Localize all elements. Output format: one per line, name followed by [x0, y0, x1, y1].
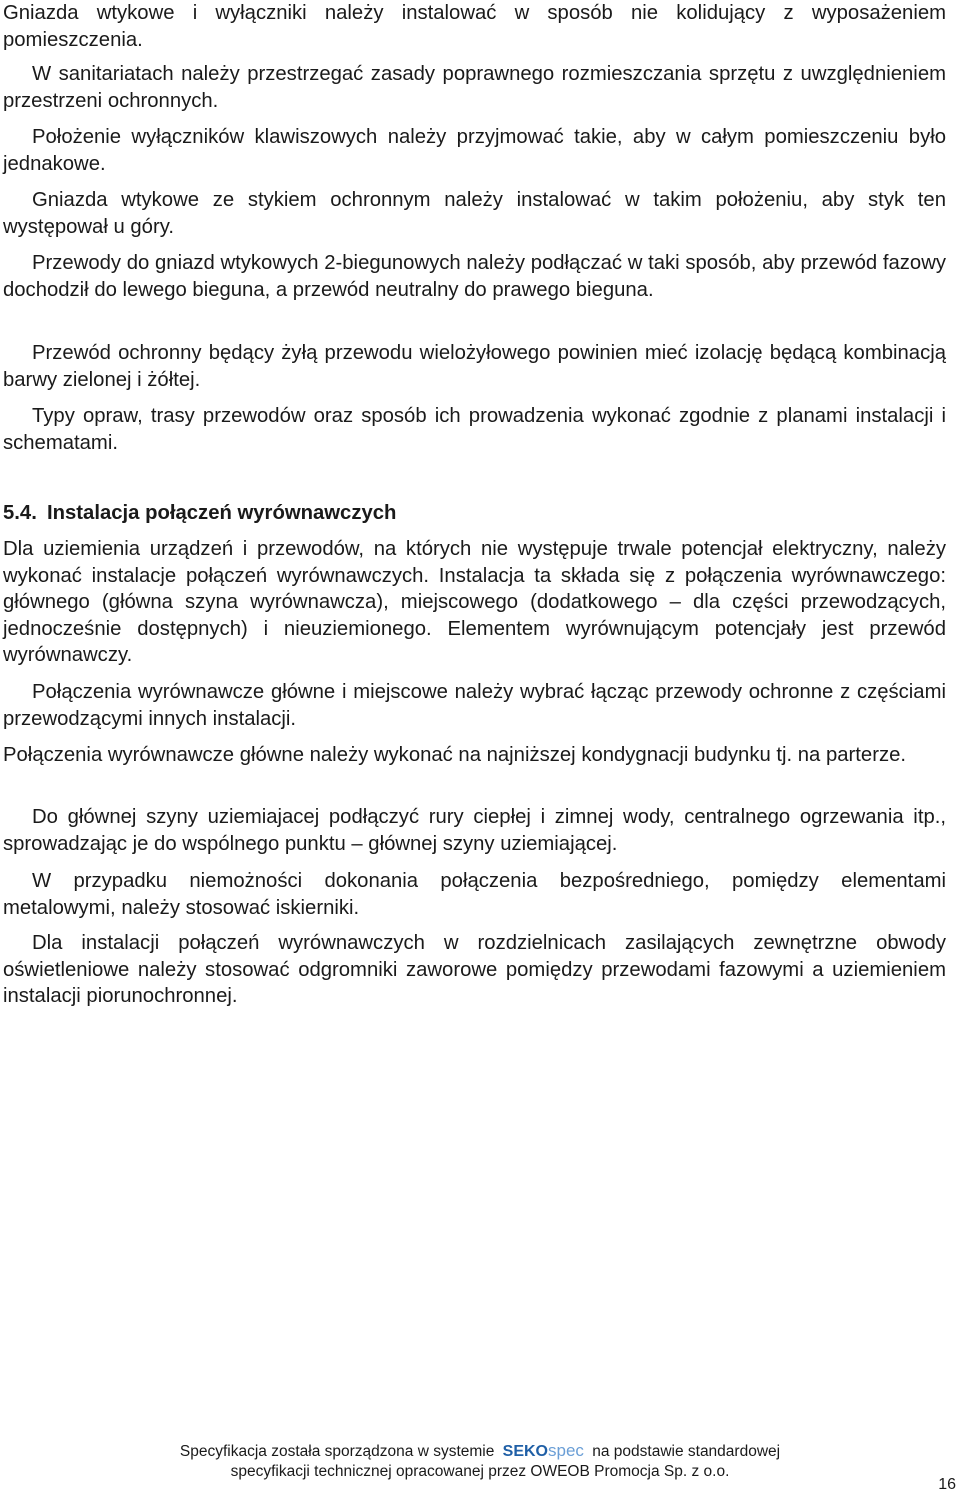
page-footer	[0, 1441, 960, 1481]
paragraph-surge-arresters: Dla instalacji połączeń wyrównawczych w rozdzielnicach zasilających zewnętrzne obwody oświetleniowe należy stosować odgromniki zaworowe pomiędzy przewodami fazowymi a uziemieniem instalacji piorunochronnej.	[3, 932, 946, 1008]
paragraph-two-pole-wiring: Przewody do gniazd wtykowych 2-biegunowych należy podłączać w taki sposób, aby przewód fazowy dochodził do lewego bieguna, a przewód neutralny do prawego bieguna.	[3, 252, 946, 301]
paragraph-main-local-bonding: Połączenia wyrównawcze główne i miejscowe należy wybrać łącząc przewody ochronne z częściami przewodzącymi innych instalacji.	[3, 681, 946, 730]
footer-line-2: specyfikacji technicznej opracowanej przez OWEOB Promocja Sp. z o.o.	[230, 1462, 730, 1480]
sekospec-logo: SEKOspec	[502, 1441, 584, 1460]
paragraph-switch-position: Położenie wyłączników klawiszowych należy przyjmować takie, aby w całym pomieszczeniu było jednakowe.	[3, 126, 946, 175]
paragraph-protective-conductor: Przewód ochronny będący żyłą przewodu wielożyłowego powinien mieć izolację będącą kombinacją barwy zielonej i żółtej.	[3, 342, 946, 391]
paragraph-lowest-floor: Połączenia wyrównawcze główne należy wykonać na najniższej kondygnacji budynku tj. na parterze.	[3, 744, 907, 766]
footer-line-1	[0, 1441, 960, 1462]
page-number: 16	[938, 1476, 956, 1493]
paragraph-protective-contact: Gniazda wtykowe ze stykiem ochronnym należy instalować w takim położeniu, aby styk ten występował u góry.	[3, 189, 946, 238]
section-heading	[3, 500, 396, 527]
paragraph-spark-gaps: W przypadku niemożności dokonania połączenia bezpośredniego, pomiędzy elementami metalowymi, należy stosować iskierniki.	[3, 870, 946, 919]
paragraph-sanitary-rooms: W sanitariatach należy przestrzegać zasady poprawnego rozmieszczania sprzętu z uwzględnieniem przestrzeni ochronnych.	[3, 63, 946, 112]
paragraph-sockets-switches: Gniazda wtykowe i wyłączniki należy instalować w sposób nie kolidujący z wyposażeniem pomieszczenia.	[3, 2, 946, 51]
paragraph-fittings-routes: Typy opraw, trasy przewodów oraz sposób ich prowadzenia wykonać zgodnie z planami instalacji i schematami.	[3, 405, 946, 454]
paragraph-main-earthing-bar: Do głównej szyny uziemiajacej podłączyć rury ciepłej i zimnej wody, centralnego ogrzewania itp., sprowadzając je do wspólnego punktu – głównej szyny uziemiającej.	[3, 806, 946, 855]
footer-text-after-logo: na podstawie standardowej	[592, 1443, 781, 1460]
paragraph-equipotential-intro: Dla uziemienia urządzeń i przewodów, na których nie występuje trwale potencjał elektryczny, należy wykonać instalacje połączeń wyrównawczych. Instalacja ta składa się z połączenia wyrównawczego: głównego (główna szyna wyrównawcza), miejscowego (dodatkowego – dla części przewodzących, jednocześnie dostępnych) i nieuziemionego. Elementem wyrównującym potencjały jest przewód wyrównawczy.	[3, 538, 946, 667]
section-title: Instalacja połączeń wyrównawczych	[47, 502, 397, 524]
footer-text-before-logo: Specyfikacja została sporządzona w systemie	[179, 1443, 495, 1460]
section-number: 5.4.	[3, 502, 37, 524]
